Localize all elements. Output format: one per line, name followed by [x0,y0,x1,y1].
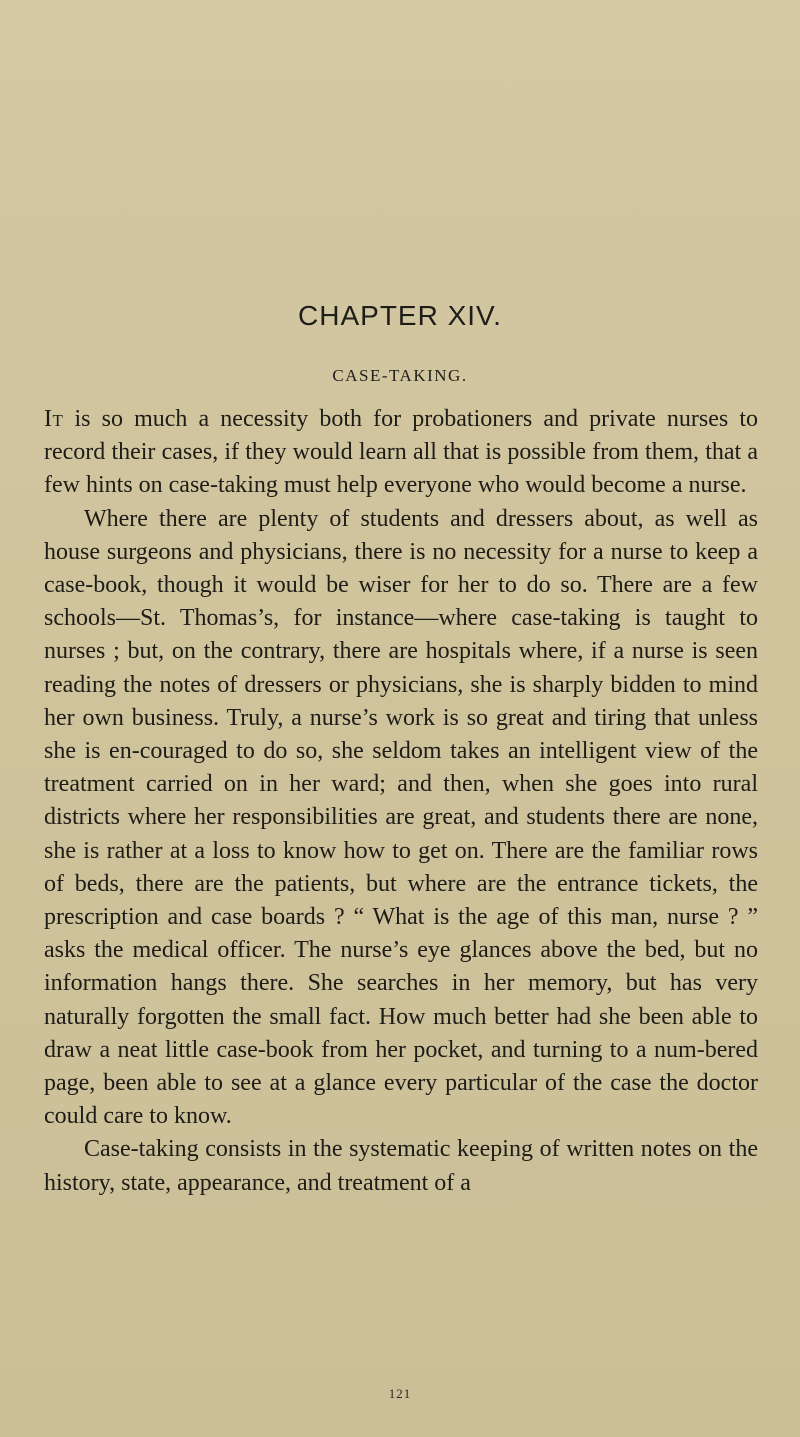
paragraph [44,403,758,503]
body-text [44,403,758,1200]
paragraph: Case-taking consists in the systematic keeping of written notes on the history, state, appearance, and treatment of a [44,1136,758,1196]
paragraph: Where there are plenty of students and dressers about, as well as house surgeons and physicians, there is no necessity for a nurse to keep a case-book, though it would be wiser for her to do so. There are a few schools—St. Thomas’s, for instance—where case-taking is taught to nurses ; but, on the contrary, there are hospitals where, if a nurse is seen reading the notes of dressers or physicians, she is sharply bidden to mind her own business. Truly, a nurse’s work is so great and tiring that unless she is en-couraged to do so, she seldom takes an intelligent view of the treatment carried on in her ward; and then, when she goes into rural districts where her responsibilities are great, and students there are none, she is rather at a loss to know how to get on. There are the familiar rows of beds, there are the patients, but where are the entrance tickets, the prescription and case boards ? “ What is the age of this man, nurse ? ” asks the medical officer. The nurse’s eye glances above the bed, but no information hangs there. She searches in her memory, but has very naturally forgotten the small fact. How much better had she been able to draw a neat little case-book from her pocket, and turning to a num-bered page, been able to see at a glance every particular of the case the doctor could care to know. [44,505,758,1130]
paragraph-text: is so much a necessity both for probationers and private nurses to record their cases, if they would learn all that is possible from them, that a few hints on case-taking must help everyone who would become a nurse. [44,406,758,499]
chapter-subtitle: CASE-TAKING. [332,366,468,385]
chapter-title: CHAPTER XIV. [298,300,502,331]
paragraph-lead-word: It [44,406,64,432]
page-number: 121 [388,1386,412,1401]
